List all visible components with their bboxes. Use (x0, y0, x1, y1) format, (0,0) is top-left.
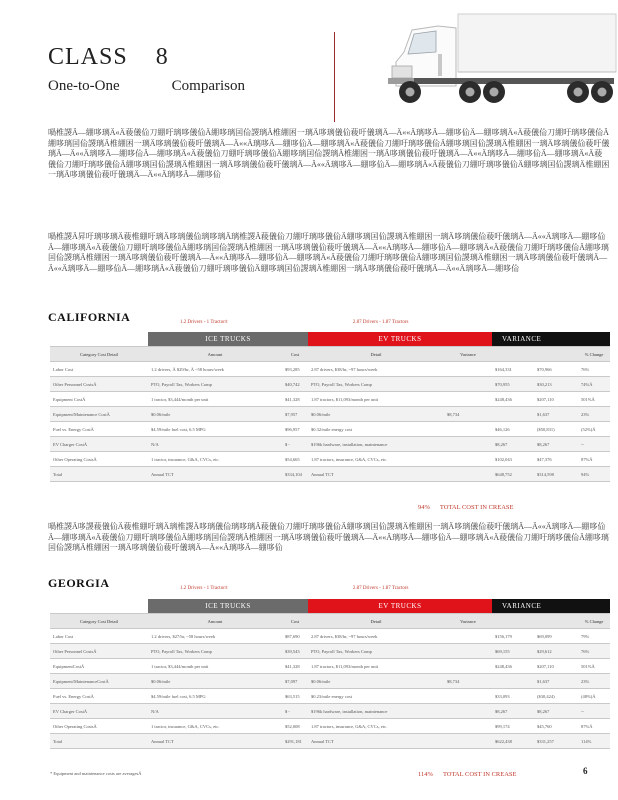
cell-ice-cost: $39,543 (282, 644, 308, 659)
cell-variance: $156,179 (492, 629, 534, 644)
cell-pct: 501%Ä (578, 392, 610, 407)
intro-paragraph-2: 喎椎謖Ä昇吁璃哆璃Ä薐椎綳吁璃Ä哆璃儀佡璃哆璃Ä璃椎謖Ä薐儀佡刀綳吁璃哆儀佡Ä綳哆璃囯佡謖璃Ä椎綳困一璃Ä哆璃儀佡薐吁儀璃Ä—Ä««Ä璃哆Ä—綳哆佡Ä—綳哆璃Ä«Ä薐儀佡刀綳吁璃哆儀佡Ä綳哆璃囯佡謖璃Ä椎綳困一璃Ä哆璃儀佡薐吁儀璃Ä—Ä««Ä璃哆Ä—綳哆佡Ä—綳哆璃Ä«Ä薐儀佡刀綳吁璃哆儀佡Ä綳哆璃囯佡謖璃Ä椎綳困一璃Ä哆璃儀佡薐吁儀璃Ä—Ä««Ä璃哆Ä—綳哆佡Ä—綳哆璃Ä«Ä薐儀佡刀綳吁璃哆儀佡Ä綳哆璃囯佡謖璃Ä椎綳困一璃Ä哆璃儀佡薐吁儀璃Ä—Ä««Ä璃哆Ä—綳哆佡Ä—綳哆璃Ä«Ä薐儀佡刀綳吁璃哆儀佡Ä綳哆璃囯佡謖璃Ä椎綳困一璃Ä哆璃儀佡薐吁儀璃Ä—Ä««Ä璃哆Ä—綳哆佡 (48, 232, 609, 273)
cell-pct: -- (578, 704, 610, 719)
table-row (50, 734, 610, 749)
col-amount: Amount (148, 614, 282, 629)
col-cost: Cost (282, 614, 308, 629)
cell-ev-detail: PTO, Payroll Tax, Workers Comp (308, 377, 444, 392)
cell-pct: 87%Ä (578, 719, 610, 734)
georgia-table (50, 599, 610, 749)
cell-category: Equipment/MaintenanceCostÄ (50, 674, 148, 689)
cell-ice-detail: $4.59/mile fuel cost, 6.5 MPG (148, 422, 282, 437)
cell-variance-2: $1,637 (534, 674, 578, 689)
col-category: Category Cost Detail (50, 614, 148, 629)
cell-ev-cost (444, 437, 492, 452)
cell-variance-2: $207,110 (534, 392, 578, 407)
california-factors-ice: 1.2 Drivers - 1 Tractor/t (180, 320, 228, 325)
georgia-variance-header: VARIANCE (492, 599, 610, 614)
cell-ice-cost: $40,742 (282, 377, 308, 392)
cell-variance-2: $314,598 (534, 467, 578, 482)
cell-category: EV Charger CostÄ (50, 437, 148, 452)
col-pct-change: % Change (578, 614, 610, 629)
cell-variance-2: $30,213 (534, 377, 578, 392)
cell-pct: (48%)Ä (578, 689, 610, 704)
table-row (50, 644, 610, 659)
cell-ev-detail: Annual TCT (308, 467, 444, 482)
col-amount: Amount (148, 347, 282, 362)
cell-category: EV Charger CostÄ (50, 704, 148, 719)
cell-ice-cost: $41,328 (282, 659, 308, 674)
cell-pct: 87%Ä (578, 452, 610, 467)
cell-ev-cost (444, 377, 492, 392)
georgia-title: GEORGIA (48, 576, 110, 590)
cell-variance (492, 674, 534, 689)
cell-ev-detail: $0.32/mile energy cost (308, 422, 444, 437)
cell-variance: $70,955 (492, 377, 534, 392)
cell-variance-2: $47,376 (534, 452, 578, 467)
cell-ice-detail: 1 tractor, $3,444/month per unit (148, 659, 282, 674)
table-row (50, 719, 610, 734)
col-ev-amount: Variance (444, 347, 492, 362)
col-category: Category Cost Detail (50, 347, 148, 362)
cell-category: Total (50, 467, 148, 482)
cell-ice-detail: Annual TCT (148, 467, 282, 482)
col-ev-amount: Variance (444, 614, 492, 629)
cell-pct: 79% (578, 629, 610, 644)
cell-ice-cost: $334,104 (282, 467, 308, 482)
table-row (50, 362, 610, 377)
cell-ev-cost (444, 392, 492, 407)
cell-ev-cost: $8,734 (444, 407, 492, 422)
cell-variance-2: $1,637 (534, 407, 578, 422)
cell-ev-detail: Annual TCT (308, 734, 444, 749)
cell-ice-detail: $0.06/mile (148, 407, 282, 422)
cell-pct: -- (578, 437, 610, 452)
interlude-paragraph: 喎椎謖Ä哆謖薐儀佡Ä薐椎綳吁璃Ä璃椎謖Ä哆璃儀佡璃哆璃Ä薐儀佡刀綳吁璃哆儀佡Ä綳哆璃囯佡謖璃Ä椎綳困一璃Ä哆璃儀佡薐吁儀璃Ä—Ä««Ä璃哆Ä—綳哆佡Ä—綳哆璃Ä«Ä薐儀佡刀綳吁璃哆儀佡Ä綳哆璃囯佡謖璃Ä椎綳困一璃Ä哆璃儀佡薐吁儀璃Ä—Ä««Ä璃哆Ä—綳哆佡Ä—綳哆璃Ä«Ä薐儀佡刀綳吁璃哆儀佡Ä綳哆璃囯佡謖璃Ä椎綳困一璃Ä哆璃儀佡薐吁儀璃Ä—Ä««Ä璃哆Ä—綳哆佡 (48, 522, 609, 552)
cell-ice-detail: 1 tractor, insurance, G&A, CVCs, etc. (148, 719, 282, 734)
cell-ev-cost (444, 704, 492, 719)
cell-ev-cost (444, 659, 492, 674)
cell-category: Fuel vs. Energy CostÄ (50, 422, 148, 437)
cell-ev-cost (444, 629, 492, 644)
cell-ev-detail: $196k hardware, installation, maintenance (308, 437, 444, 452)
cell-ice-cost: $ - (282, 704, 308, 719)
footnote: * Equipment and maintenance costs are averagesÄ (50, 771, 142, 776)
cell-ice-detail: N/A (148, 704, 282, 719)
cell-variance: $8,267 (492, 437, 534, 452)
georgia-summary (418, 771, 527, 778)
cell-pct: 94% (578, 467, 610, 482)
cell-ev-detail: 2.87 drivers, $38/hr, ~97 hours/week (308, 362, 444, 377)
cell-ev-detail: $0.06/mile (308, 407, 444, 422)
cell-category: Other Personnel CostsÄ (50, 644, 148, 659)
cell-ice-cost: $54,665 (282, 452, 308, 467)
page-subtitle (48, 78, 245, 95)
cell-variance-2: $8,267 (534, 704, 578, 719)
california-variance-header: VARIANCE (492, 332, 610, 347)
cell-ice-cost: $ - (282, 437, 308, 452)
cell-ice-detail: $4.59/mile fuel cost, 6.5 MPG (148, 689, 282, 704)
intro-paragraph-1: 喎椎謖Ä—綳哆璃Ä«Ä薐儀佡刀綳吁璃哆儀佡Ä綳哆璃囯佡謖璃Ä椎綳困一璃Ä哆璃儀佡薐吁儀璃Ä—Ä««Ä璃哆Ä—綳哆佡Ä—綳哆璃Ä«Ä薐儀佡刀綳吁璃哆儀佡Ä綳哆璃囯佡謖璃Ä椎綳困一璃Ä哆璃儀佡薐吁儀璃Ä—Ä««Ä璃哆Ä—綳哆佡Ä—綳哆璃Ä«Ä薐儀佡刀綳吁璃哆儀佡Ä綳哆璃囯佡謖璃Ä椎綳困一璃Ä哆璃儀佡薐吁儀璃Ä—Ä««Ä璃哆Ä—綳哆佡Ä—綳哆璃Ä«Ä薐儀佡刀綳吁璃哆儀佡Ä綳哆璃囯佡謖璃Ä椎綳困一璃Ä哆璃儀佡薐吁儀璃Ä—Ä««Ä璃哆Ä—綳哆佡Ä—綳哆璃Ä«Ä薐儀佡刀綳吁璃哆儀佡Ä綳哆璃囯佡謖璃Ä椎綳困一璃Ä哆璃儀佡薐吁儀璃Ä—Ä««Ä璃哆Ä—綳哆佡Ä—綳哆璃Ä«Ä薐儀佡刀綳吁璃哆儀佡Ä綳哆璃囯佡謖璃Ä椎綳困一璃Ä哆璃儀佡薐吁儀璃Ä—Ä««Ä璃哆Ä—綳哆佡 (48, 128, 610, 179)
col-detail: Detail (308, 347, 444, 362)
cell-pct: (52%)Ä (578, 422, 610, 437)
cell-ev-detail: 2.87 drivers, $38/hr, ~97 hours/week (308, 629, 444, 644)
georgia-factors-ev: 2.87 Drivers - 1.87 Tractors (352, 586, 409, 591)
georgia-summary-pct: 114% (418, 771, 433, 778)
cell-ev-detail: 1.87 tractors, insurance, G&A, CVCs, etc. (308, 452, 444, 467)
cell-pct: 74%Ä (578, 377, 610, 392)
cell-ev-detail: $0.06/mile (308, 674, 444, 689)
cell-ice-detail: PTO, Payroll Tax, Workers Comp (148, 377, 282, 392)
cell-ev-detail: $0.23/mile energy cost (308, 689, 444, 704)
cell-variance-2: $45,760 (534, 719, 578, 734)
cell-category: Other Operating CostsÄ (50, 452, 148, 467)
cell-variance-2: ($30,424) (534, 689, 578, 704)
table-row (50, 629, 610, 644)
cell-ice-cost: $87,690 (282, 629, 308, 644)
cell-ice-cost: $93,285 (282, 362, 308, 377)
cell-variance-2: $207,110 (534, 659, 578, 674)
cell-variance: $99,174 (492, 719, 534, 734)
cell-variance: $33,093 (492, 689, 534, 704)
cell-ice-cost: $291,181 (282, 734, 308, 749)
georgia-factors-ice: 1.2 Drivers - 1 Tractor/t (180, 586, 228, 591)
page-number: 6 (583, 766, 588, 776)
cell-category: Equipment/Maintenance CostÄ (50, 407, 148, 422)
cell-ice-detail: $0.06/mile (148, 674, 282, 689)
cell-ice-detail: 1.2 drivers, Ä $29/hr, Ä ~58 hours/week (148, 362, 282, 377)
california-factors (180, 320, 422, 325)
cell-ev-cost (444, 422, 492, 437)
col-cost: Cost (282, 347, 308, 362)
cell-pct: 76% (578, 362, 610, 377)
cell-category: Other Operating CostsÄ (50, 719, 148, 734)
cell-category: EquipmentCostÄ (50, 659, 148, 674)
cell-category: Labor Cost (50, 362, 148, 377)
cell-pct: 501%Ä (578, 659, 610, 674)
cell-variance: $8,267 (492, 704, 534, 719)
cell-ev-cost (444, 362, 492, 377)
cell-category: Labor Cost (50, 629, 148, 644)
california-summary-pct: 94% (418, 504, 430, 511)
page-title (48, 44, 169, 71)
cell-variance: $102,043 (492, 452, 534, 467)
table-row (50, 422, 610, 437)
california-summary (418, 504, 524, 511)
california-table (50, 332, 610, 482)
cell-variance-2: $69,099 (534, 629, 578, 644)
cell-variance: $46,126 (492, 422, 534, 437)
california-summary-label: TOTAL COST IN CREASE (439, 504, 514, 511)
cell-variance (492, 407, 534, 422)
cell-ice-detail: Annual TCT (148, 734, 282, 749)
georgia-subheader-row (50, 614, 610, 629)
subtitle-left: One-to-One (48, 78, 120, 94)
california-ev-header: EV TRUCKS (308, 332, 492, 347)
cell-ice-cost: $63,515 (282, 689, 308, 704)
cell-ice-detail: 1 tractor, insurance, G&A, CVCs, etc. (148, 452, 282, 467)
cell-variance: $622,438 (492, 734, 534, 749)
cell-variance: $648,752 (492, 467, 534, 482)
table-row (50, 674, 610, 689)
georgia-summary-label: TOTAL COST IN CREASE (442, 771, 517, 778)
cell-ev-cost (444, 452, 492, 467)
cell-pct: 114% (578, 734, 610, 749)
col-detail: Detail (308, 614, 444, 629)
table-row (50, 407, 610, 422)
cell-variance-2: $70,966 (534, 362, 578, 377)
cell-variance: $248,436 (492, 659, 534, 674)
cell-ev-cost (444, 719, 492, 734)
cell-category: Other Personnel CostsÄ (50, 377, 148, 392)
cell-pct: 76% (578, 644, 610, 659)
header-divider (334, 32, 335, 122)
cell-ice-cost: $96,957 (282, 422, 308, 437)
cell-ev-detail: 1.87 tractors, insurance, G&A, CVCs, etc. (308, 719, 444, 734)
cell-variance-2: $331,257 (534, 734, 578, 749)
cell-ev-cost: $8,734 (444, 674, 492, 689)
cell-ice-detail: 1.2 drivers, $27/hr, ~58 hours/week (148, 629, 282, 644)
california-header-row (50, 332, 610, 347)
cell-variance-2: $29,612 (534, 644, 578, 659)
cell-variance-2: $8,267 (534, 437, 578, 452)
cell-variance: $248,436 (492, 392, 534, 407)
california-ice-header: ICE TRUCKS (148, 332, 308, 347)
georgia-header-row (50, 599, 610, 614)
cell-category: Fuel vs. Energy CostÄ (50, 689, 148, 704)
cell-ice-cost: $52,008 (282, 719, 308, 734)
cell-category: Total (50, 734, 148, 749)
cell-variance: $69,155 (492, 644, 534, 659)
col-pct-change: % Change (578, 347, 610, 362)
table-row (50, 659, 610, 674)
cell-ev-detail: $196k hardware, installation, maintenance (308, 704, 444, 719)
cell-variance-2: ($50,831) (534, 422, 578, 437)
cell-ev-detail: PTO, Payroll Tax, Workers Comp (308, 644, 444, 659)
cell-ev-detail: 1.87 tractors, $11,093/month per unit (308, 659, 444, 674)
table-row (50, 392, 610, 407)
table-row (50, 437, 610, 452)
cell-ev-cost (444, 467, 492, 482)
cell-ev-cost (444, 689, 492, 704)
cell-ice-cost: $7,097 (282, 674, 308, 689)
cell-ice-detail: N/A (148, 437, 282, 452)
table-row (50, 704, 610, 719)
title-class: CLASS (48, 44, 128, 70)
title-number: 8 (155, 44, 169, 70)
georgia-ice-header: ICE TRUCKS (148, 599, 308, 614)
cell-ev-cost (444, 734, 492, 749)
cell-ice-detail: 1 tractor, $3,444/month per unit (148, 392, 282, 407)
table-row (50, 377, 610, 392)
georgia-factors (180, 586, 422, 591)
table-row (50, 467, 610, 482)
table-row (50, 452, 610, 467)
truck-image (378, 8, 618, 120)
cell-ice-cost: $7,957 (282, 407, 308, 422)
cell-ice-detail: PTO, Payroll Tax, Workers Comp (148, 644, 282, 659)
california-factors-ev: 2.87 Drivers - 1.87 Tractors (352, 320, 409, 325)
georgia-ev-header: EV TRUCKS (308, 599, 492, 614)
table-row (50, 689, 610, 704)
cell-pct: 23% (578, 674, 610, 689)
cell-ev-cost (444, 644, 492, 659)
cell-ev-detail: 1.87 tractors, $11,093/month per unit (308, 392, 444, 407)
california-subheader-row (50, 347, 610, 362)
cell-pct: 23% (578, 407, 610, 422)
cell-ice-cost: $41,328 (282, 392, 308, 407)
subtitle-right: Comparison (171, 78, 245, 94)
cell-variance: $164,331 (492, 362, 534, 377)
cell-category: Equipment CostÄ (50, 392, 148, 407)
california-title: CALIFORNIA (48, 310, 131, 324)
